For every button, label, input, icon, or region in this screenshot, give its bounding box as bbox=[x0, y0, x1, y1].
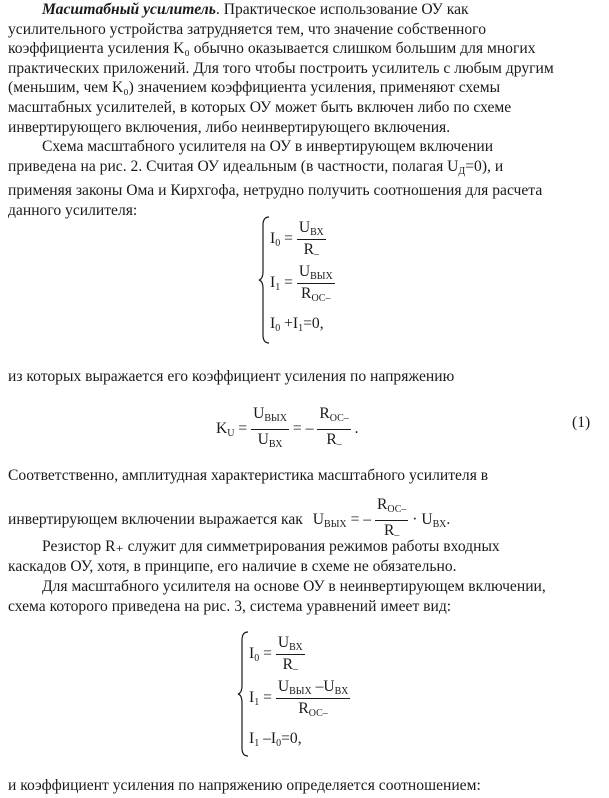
paragraph-resistor-r-plus: Резистор R₊ служит для симметрирования режимов работы входных каскадов ОУ, хотя, в принципе, его наличие в схеме не обязательно. bbox=[8, 538, 500, 575]
equation-gain-inverting: $K_U$ = $\frac{U_{ВЫХ}}{U_{ВХ}}$ = – $\frac{R_{ОС-}}{R_-}$ . bbox=[216, 405, 359, 450]
equation-i1-noninverting: $I_1$ = $\frac{U_{ВЫХ} -U_{ВХ}}{R_{ОС-}}$ bbox=[249, 678, 349, 719]
equation-i1: $I_1$ = $\frac{U_{ВЫХ}}{R_{ОС-}}$ bbox=[270, 263, 333, 304]
equation-i0: $I_0$ = $\frac{U_{ВХ}}{R_-}$ bbox=[270, 219, 324, 260]
term-scale-amplifier: Масштабный усилитель bbox=[42, 1, 216, 18]
equation-number-1: (1) bbox=[572, 414, 591, 431]
paragraph-noninverting-gain: и коэффициент усиления по напряжению определяется соотношением: bbox=[8, 777, 481, 794]
left-brace-icon bbox=[237, 630, 249, 758]
paragraph-scale-amplifier: Масштабный усилитель. Практическое использование ОУ как усилительного устройства затрудняется тем, что значение собственного коэффициента усиления K₀ обычно оказывается слишком большим для многих практических приложений. Для того чтобы построить усилитель с любым другим (меньшим, чем K₀) значением коэффициента усиления, применяют схемы масштабных усилителей, в которых ОУ может быть включен либо по схеме инвертирующего включения, либо неинвертирующего включения. bbox=[8, 1, 554, 136]
paragraph-inverting-intro: Схема масштабного усилителя на ОУ в инвертирующем включении приведена на рис. 2. Считая ОУ идеальным (в частности, полагая $U_Д=0$), и применяя законы Ома и Кирхгофа, нетрудно получить соотношения для расчета данного усилителя: bbox=[8, 138, 543, 219]
paragraph-amplitude-line2: инвертирующем включении выражается как $U_{ВЫХ}$ = – $\frac{R_{ОС-}}{R_-}$ · $U_{ВХ}$. bbox=[8, 496, 451, 541]
paragraph-noninverting-intro: Для масштабного усилителя на основе ОУ в неинвертирующем включении, схема которого приведена на рис. 3, система уравнений имеет вид: bbox=[8, 578, 546, 615]
equation-system-noninverting bbox=[237, 630, 407, 758]
left-brace-icon bbox=[258, 215, 270, 345]
equation-kirchhoff-inverting: $I_0 +I_1=0$, bbox=[270, 315, 324, 334]
equation-kirchhoff-noninverting: $I_1$ $-I_0=0$, bbox=[249, 730, 302, 749]
equation-system-inverting bbox=[258, 215, 398, 345]
paragraph-amplitude-characteristic: Соответственно, амплитудная характеристика масштабного усилителя в bbox=[8, 467, 489, 484]
paragraph-gain-intro: из которых выражается его коэффициент усиления по напряжению bbox=[8, 368, 455, 385]
equation-i0-noninverting: $I_0$ = $\frac{U_{ВХ}}{R_-}$ bbox=[249, 634, 303, 675]
